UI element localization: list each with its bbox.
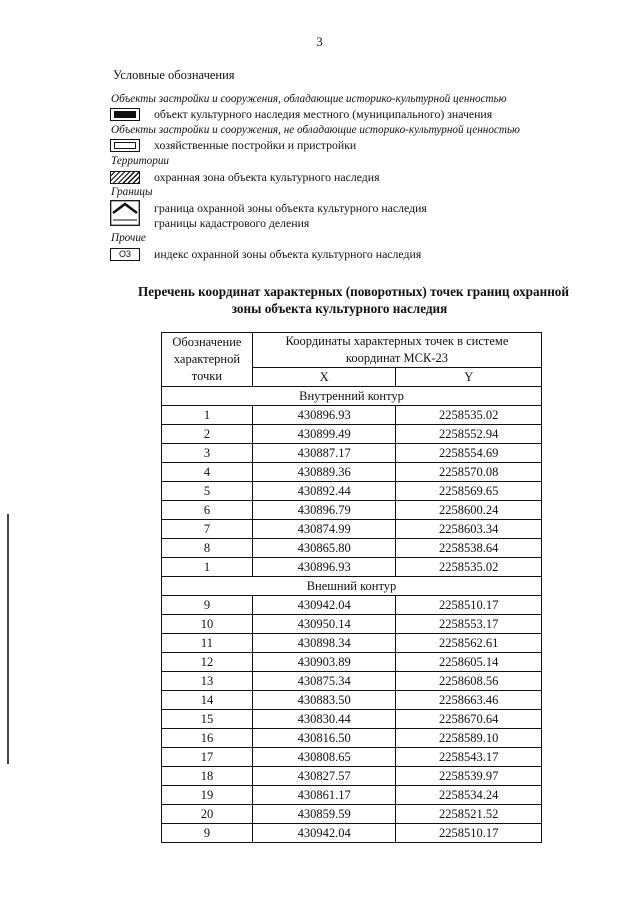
cell-point: 14	[162, 691, 253, 710]
cell-y: 2258535.02	[396, 558, 542, 577]
scan-margin-line	[7, 514, 9, 764]
cell-point: 13	[162, 672, 253, 691]
cell-x: 430859.59	[252, 805, 396, 824]
legend-item-zone-boundary: граница охранной зоны объекта культурного наследия	[154, 201, 427, 215]
cell-point: 17	[162, 748, 253, 767]
boundary-lines-icon	[110, 200, 140, 226]
coordinates-table	[161, 332, 542, 843]
cell-y: 2258605.14	[396, 653, 542, 672]
cell-point: 1	[162, 406, 253, 425]
table-row	[162, 653, 542, 672]
hatched-rectangle-icon	[110, 171, 140, 184]
cell-y: 2258510.17	[396, 824, 542, 843]
cell-point: 4	[162, 463, 253, 482]
table-row	[162, 786, 542, 805]
cell-x: 430889.36	[252, 463, 396, 482]
legend-item-label: индекс охранной зоны объекта культурного наследия	[154, 247, 422, 261]
cell-x: 430874.99	[252, 520, 396, 539]
cell-x: 430861.17	[252, 786, 396, 805]
page-number: 3	[316, 34, 323, 49]
cell-y: 2258562.61	[396, 634, 542, 653]
cell-y: 2258670.64	[396, 710, 542, 729]
cell-x: 430896.93	[252, 558, 396, 577]
table-row	[162, 558, 542, 577]
table-row	[162, 520, 542, 539]
cell-y: 2258534.24	[396, 786, 542, 805]
cell-point: 18	[162, 767, 253, 786]
table-row	[162, 482, 542, 501]
header-x: X	[252, 368, 396, 387]
header-text: точки	[191, 369, 223, 383]
legend-item-outbuildings	[110, 138, 356, 153]
cell-point: 10	[162, 615, 253, 634]
legend-category-valuable: Объекты застройки и сооружения, обладающие историко-культурной ценностью	[111, 93, 507, 105]
cell-x: 430875.34	[252, 672, 396, 691]
cell-point: 20	[162, 805, 253, 824]
table-row	[162, 444, 542, 463]
cell-x: 430896.79	[252, 501, 396, 520]
cell-point: 7	[162, 520, 253, 539]
header-text: характерной	[173, 352, 241, 366]
cell-y: 2258521.52	[396, 805, 542, 824]
header-y: Y	[396, 368, 542, 387]
cell-x: 430942.04	[252, 824, 396, 843]
table-row	[162, 634, 542, 653]
cell-y: 2258603.34	[396, 520, 542, 539]
table-row	[162, 463, 542, 482]
section-heading	[0, 283, 639, 317]
header-point-designation	[162, 333, 253, 387]
outer-contour-title: Внешний контур	[162, 577, 542, 596]
cell-y: 2258589.10	[396, 729, 542, 748]
cell-y: 2258553.17	[396, 615, 542, 634]
cell-y: 2258570.08	[396, 463, 542, 482]
cell-point: 1	[162, 558, 253, 577]
cell-y: 2258608.56	[396, 672, 542, 691]
legend-item-protection-zone	[110, 170, 380, 185]
cell-point: 15	[162, 710, 253, 729]
table-row	[162, 672, 542, 691]
cell-x: 430816.50	[252, 729, 396, 748]
cell-x: 430883.50	[252, 691, 396, 710]
cell-point: 6	[162, 501, 253, 520]
table-row	[162, 406, 542, 425]
cell-x: 430827.57	[252, 767, 396, 786]
header-text: Координаты характерных точек в системе	[285, 334, 509, 348]
legend-item-label: охранная зона объекта культурного наследия	[154, 170, 380, 184]
cell-point: 5	[162, 482, 253, 501]
cell-y: 2258569.65	[396, 482, 542, 501]
legend-item-zone-index	[110, 247, 421, 262]
inner-contour-title: Внутренний контур	[162, 387, 542, 406]
table-row	[162, 501, 542, 520]
cell-x: 430942.04	[252, 596, 396, 615]
cell-x: 430865.80	[252, 539, 396, 558]
table-row	[162, 729, 542, 748]
legend-item-heritage-object	[110, 107, 492, 122]
cell-y: 2258600.24	[396, 501, 542, 520]
cell-x: 430898.34	[252, 634, 396, 653]
legend-category-territories: Территории	[111, 155, 170, 167]
cell-point: 11	[162, 634, 253, 653]
cell-x: 430892.44	[252, 482, 396, 501]
cell-y: 2258554.69	[396, 444, 542, 463]
solid-rectangle-icon	[110, 108, 140, 121]
cell-y: 2258543.17	[396, 748, 542, 767]
heading-line-2: зоны объекта культурного наследия	[231, 301, 448, 316]
cell-x: 430887.17	[252, 444, 396, 463]
table-row	[162, 615, 542, 634]
cell-point: 9	[162, 596, 253, 615]
header-text: координат МСК-23	[345, 351, 448, 365]
legend-item-cadastral-boundary: границы кадастрового деления	[154, 216, 310, 230]
cell-y: 2258510.17	[396, 596, 542, 615]
cell-y: 2258539.97	[396, 767, 542, 786]
cell-point: 2	[162, 425, 253, 444]
cell-y: 2258663.46	[396, 691, 542, 710]
cell-x: 430903.89	[252, 653, 396, 672]
legend-category-other-buildings: Объекты застройки и сооружения, не обладающие историко-культурной ценностью	[111, 124, 520, 136]
cell-x: 430808.65	[252, 748, 396, 767]
table-row	[162, 805, 542, 824]
table-row	[162, 710, 542, 729]
hollow-rectangle-icon	[110, 139, 140, 152]
cell-point: 12	[162, 653, 253, 672]
cell-x: 430950.14	[252, 615, 396, 634]
cell-point: 8	[162, 539, 253, 558]
legend-title: Условные обозначения	[113, 68, 235, 82]
cell-x: 430830.44	[252, 710, 396, 729]
cell-point: 16	[162, 729, 253, 748]
header-coordinates	[252, 333, 541, 368]
cell-point: 9	[162, 824, 253, 843]
table-row	[162, 767, 542, 786]
table-row	[162, 596, 542, 615]
table-row	[162, 539, 542, 558]
zone-index-icon: О3	[110, 248, 140, 261]
legend-category-other: Прочие	[111, 232, 146, 244]
cell-x: 430896.93	[252, 406, 396, 425]
cell-y: 2258535.02	[396, 406, 542, 425]
cell-y: 2258552.94	[396, 425, 542, 444]
table-row	[162, 425, 542, 444]
legend-item-label: хозяйственные постройки и пристройки	[154, 138, 357, 152]
header-text: Обозначение	[172, 335, 242, 349]
cell-point: 19	[162, 786, 253, 805]
table-row	[162, 691, 542, 710]
legend-category-boundaries: Границы	[111, 186, 153, 198]
cell-point: 3	[162, 444, 253, 463]
cell-y: 2258538.64	[396, 539, 542, 558]
legend-item-boundaries	[110, 200, 427, 231]
table-row	[162, 824, 542, 843]
heading-line-1: Перечень координат характерных (поворотных) точек границ охранной	[138, 284, 569, 299]
legend-item-label: объект культурного наследия местного (муниципального) значения	[154, 107, 493, 121]
cell-x: 430899.49	[252, 425, 396, 444]
table-row	[162, 748, 542, 767]
